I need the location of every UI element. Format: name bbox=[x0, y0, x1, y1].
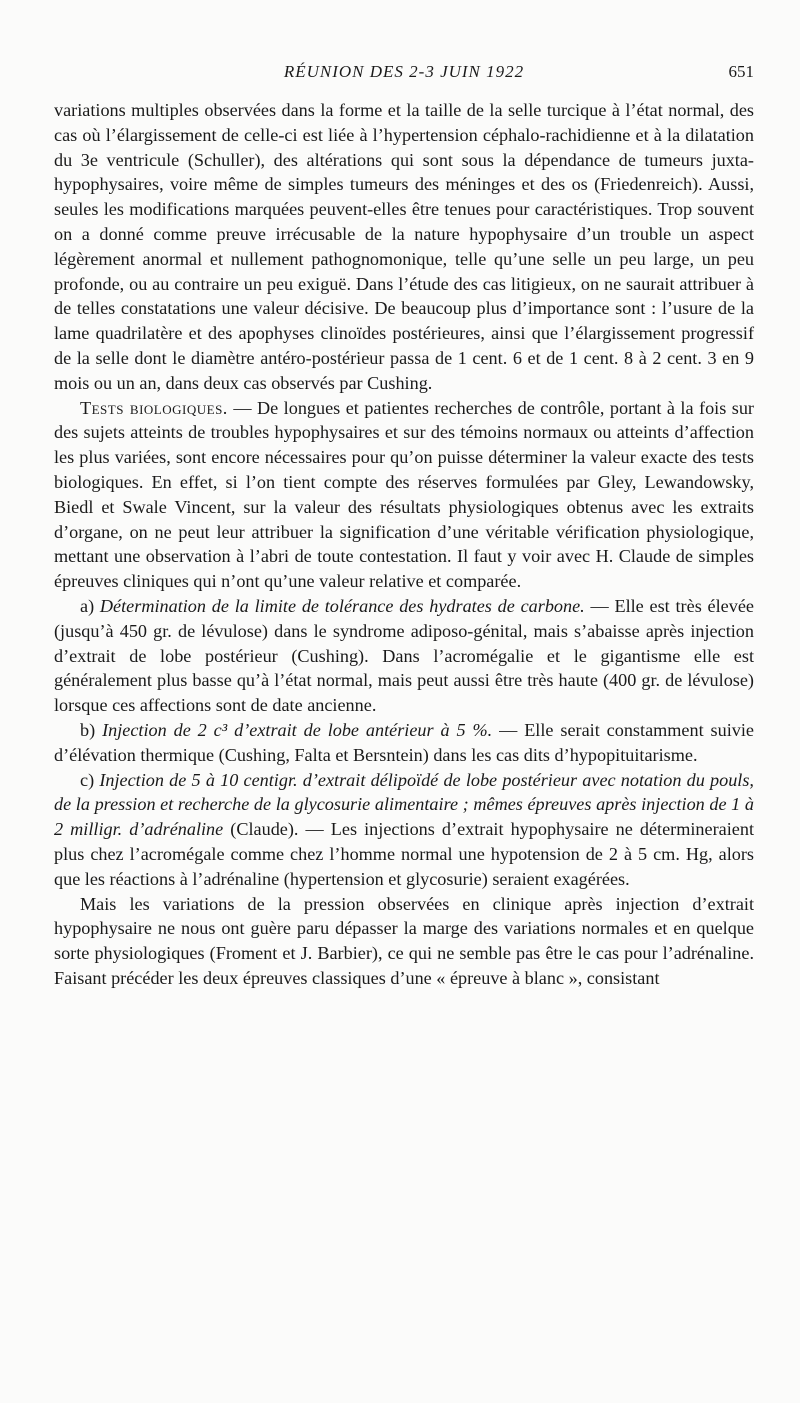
page-number: 651 bbox=[728, 62, 754, 81]
item-title: Injection de 2 c³ d’extrait de lobe antérieur à 5 %. bbox=[102, 719, 493, 740]
running-head bbox=[54, 62, 754, 86]
paragraph-text: — De longues et patientes recherches de contrôle, portant à la fois sur des sujets atteints de troubles hypophysaires et sur des témoins normaux ou atteints d’affection les plus variées, sont encore nécessaires pour qu’on puisse déterminer la valeur exacte des tests biologiques. En effet, si l’on tient compte des réserves formulées par Gley, Lewandowsky, Biedl et Swale Vincent, sur la valeur des résultats physiologiques obtenus avec les extraits d’organe, on ne peut leur attribuer la signification d’une véritable vérification physiologique, mettant une observation à l’abri de toute contestation. Il faut y voir avec H. Claude de simples épreuves cliniques qui n’ont qu’une valeur relative et comparée. bbox=[54, 397, 754, 592]
item-label: b) bbox=[80, 719, 103, 740]
paragraph-item-c bbox=[54, 768, 754, 892]
paragraph-item-a bbox=[54, 594, 754, 718]
paragraph-pressure-variations: Mais les variations de la pression observées en clinique après injection d’extrait hypophysaire ne nous ont guère paru dépasser la marge des variations normales et en quelque sorte physiologiques (Froment et J. Barbier), ce qui ne semble pas être le cas pour l’adrénaline. Faisant précéder les deux épreuves classiques d’une « épreuve à blanc », consistant bbox=[54, 893, 754, 988]
item-text: — Elle est très élevée (jusqu’à 450 gr. de lévulose) dans le syndrome adiposo-génital, mais s’abaisse après injection d’extrait de lobe postérieur (Cushing). Dans l’acromégalie et le gigantisme elle est généralement plus basse qu’à l’état normal, mais peut aussi être très haute (400 gr. de lévulose) lorsque ces affections sont de date ancienne. bbox=[54, 595, 754, 716]
item-label: c) bbox=[80, 769, 100, 790]
item-text: — Elle serait constamment suivie d’élévation thermique (Cushing, Falta et Bersntein) dans les cas dits d’hypopituitarisme. bbox=[54, 719, 754, 765]
item-text: (Claude). — Les injections d’extrait hypophysaire ne détermineraient plus chez l’acromégale comme chez l’homme normal une hypotension de 2 à 5 cm. Hg, alors que les réactions à l’adrénaline (hypertension et glycosurie) seraient exagérées. bbox=[54, 819, 755, 889]
paragraph-sella-variations: variations multiples observées dans la forme et la taille de la selle turcique à l’état normal, des cas où l’élargissement de celle-ci est liée à l’hypertension céphalo-rachidienne et à la dilatation du 3e ventricule (Schuller), des altérations qui sont sous la dépendance de tumeurs juxta-hypophysaires, voire même de simples tumeurs des méninges et des os (Friedenreich). Aussi, seules les modifications marquées peuvent-elles être tenues pour caractéristiques. Trop souvent on a donné comme preuve irrécusable de la nature hypophysaire d’un trouble un aspect légèrement anormal et nullement pathognomonique, telle qu’une selle un peu large, un peu profonde, ou au contraire un peu exiguë. Dans l’étude des cas litigieux, on ne saurait attribuer à de telles constatations une valeur décisive. De beaucoup plus d’importance sont : l’usure de la lame quadrilatère et des apophyses clinoïdes postérieures, ainsi que l’élargissement progressif de la selle dont le diamètre antéro-postérieur passa de 1 cent. 6 et de 1 cent. 8 à 2 cent. 3 en 9 mois ou un an, dans deux cas observés par Cushing. bbox=[54, 100, 754, 393]
item-title: Injection de 5 à 10 centigr. d’extrait délipoïdé de lobe postérieur avec notation du pouls, de la pression et recherche de la glycosurie alimentaire ; mêmes épreuves après injection de 1 à 2 milligr. d’adrénaline bbox=[54, 769, 754, 840]
section-heading-biological-tests: Tests biologiques. bbox=[80, 397, 228, 418]
paragraph-item-b bbox=[54, 718, 754, 768]
item-title: Détermination de la limite de tolérance des hydrates de carbone. bbox=[99, 595, 585, 616]
body-text bbox=[54, 98, 754, 991]
running-title: RÉUNION DES 2-3 JUIN 1922 bbox=[283, 62, 525, 81]
item-label: a) bbox=[80, 595, 100, 616]
paragraph-biological-tests bbox=[54, 396, 754, 594]
